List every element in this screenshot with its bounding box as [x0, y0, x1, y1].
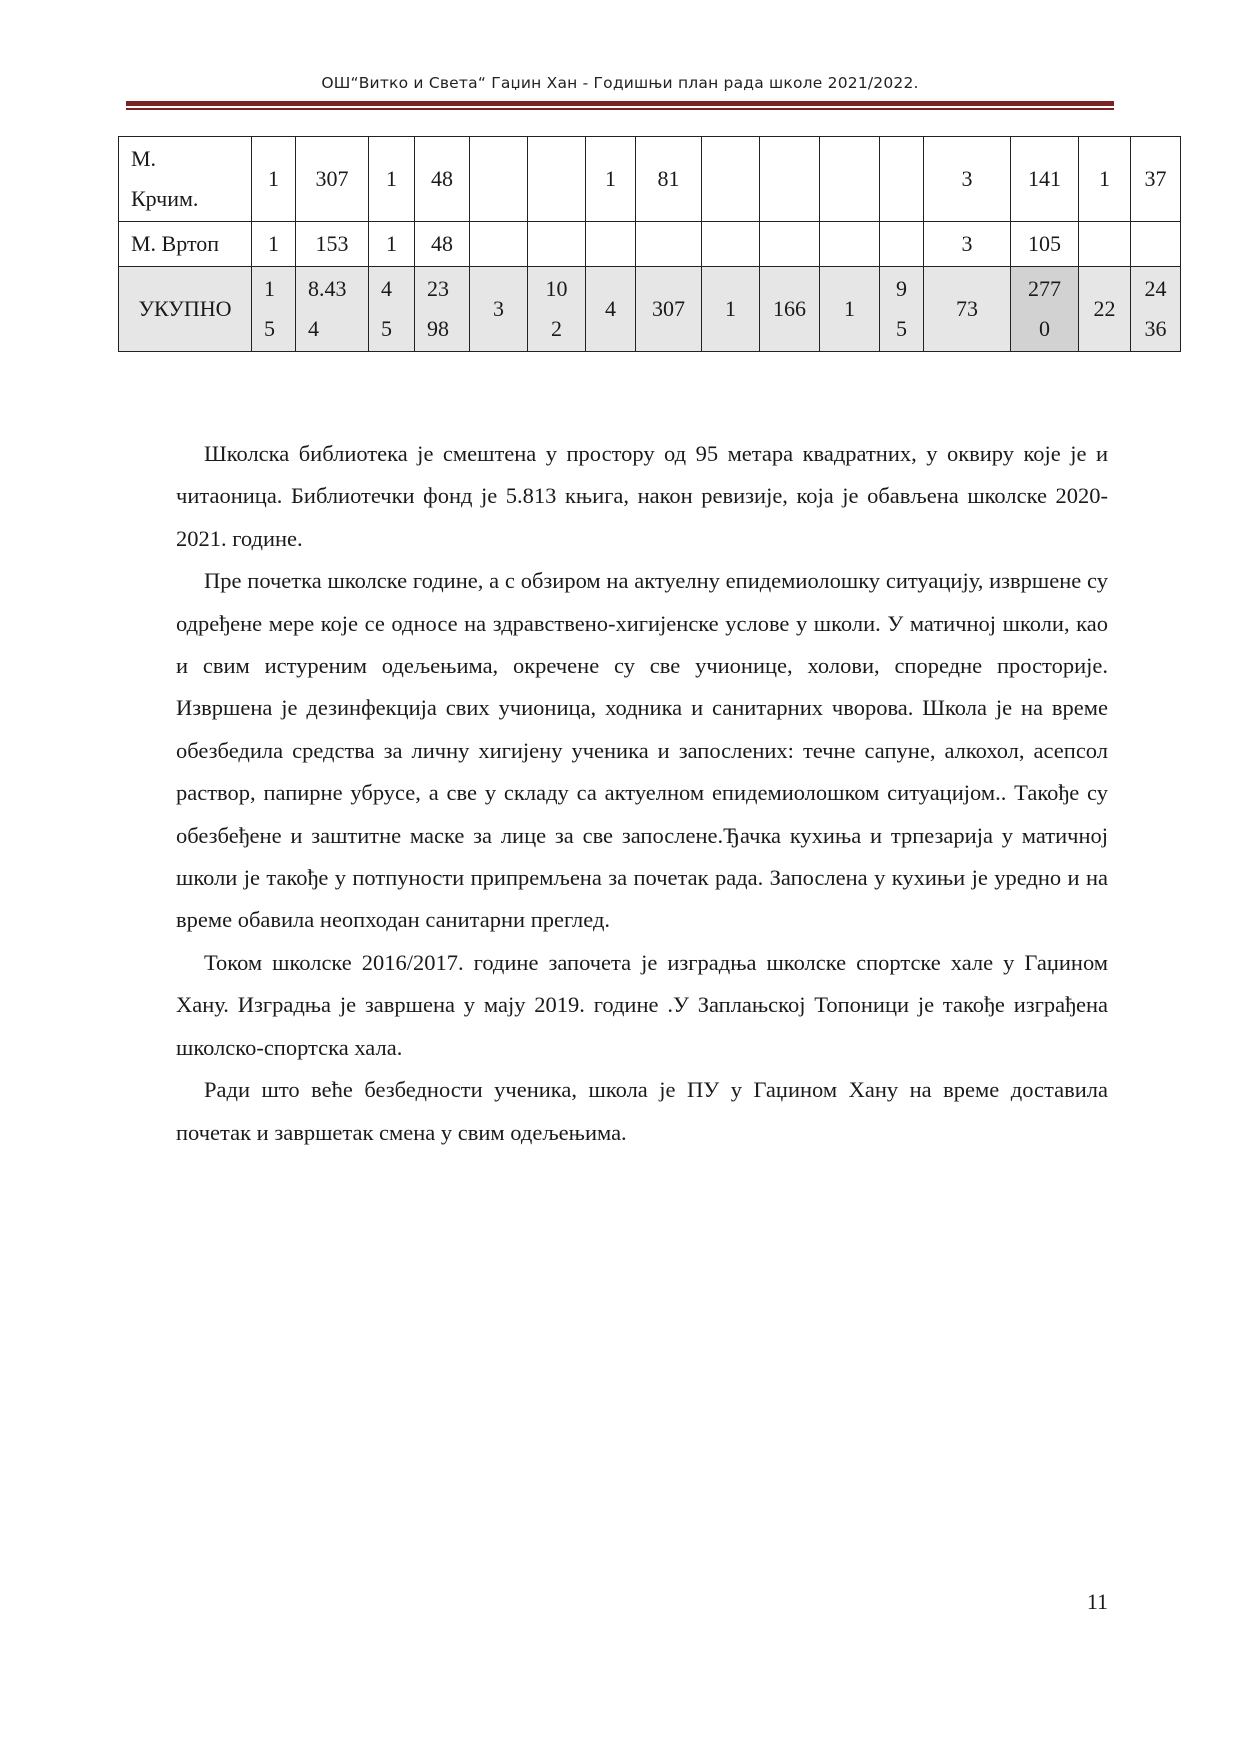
table-cell: 81 — [636, 137, 702, 222]
table-cell — [470, 137, 528, 222]
paragraph-hygiene: Пре почетка школске године, а с обзиром на актуелну епидемиолошку ситуацију, извршене су одређене мере које се односе на здравствено-хигијенске услове у школи. У матичној школи, као и свим истуреним одељењима, окречене су све учионице, холови, споредне просторије. Извршена је дезинфекција свих учионица, ходника и санитарних чворова. Школа је на време обезбедила средства за личну хигијену ученика и запослених: течне сапуне, алкохол, асепсол раствор, папирне убрусе, а све у складу са актуелном епидемиолошком ситуацијом.. Такође су обезбеђене и заштитне маске за лице за све запослене.Ђачка кухиња и трпезарија у матичној школи је такође у потпуности припремљена за почетак рада. Запослена у кухињи је уредно и на време обавила неопходан санитарни преглед. — [176, 568, 1108, 933]
table-cell: 37 — [1131, 137, 1181, 222]
table-cell: 48 — [415, 222, 470, 267]
table-cell — [880, 137, 924, 222]
header-rule-thin — [126, 108, 1114, 110]
table-cell: 10 2 — [528, 267, 586, 352]
table-cell: 22 — [1079, 267, 1131, 352]
row-name-cell: М. Крчим. — [119, 137, 252, 222]
table-cell — [1079, 222, 1131, 267]
table-cell: 3 — [924, 137, 1011, 222]
table-cell: 307 — [636, 267, 702, 352]
running-header: ОШ“Витко и Света“ Гаџин Хан - Годишњи план рада школе 2021/2022. — [321, 74, 919, 92]
table-cell — [528, 222, 586, 267]
paragraph-safety: Ради што веће безбедности ученика, школа је ПУ у Гаџином Хану на време доставила почетак и завршетак смена у свим одељењима. — [176, 1077, 1108, 1145]
table-cell: 23 98 — [415, 267, 470, 352]
table-cell — [702, 222, 760, 267]
table-cell — [820, 137, 880, 222]
table-cell: 1 — [820, 267, 880, 352]
table-cell: 1 — [1079, 137, 1131, 222]
table-cell: 1 — [252, 137, 296, 222]
table-row — [119, 137, 1181, 222]
table-cell — [528, 137, 586, 222]
table-cell: 1 — [252, 222, 296, 267]
body-text — [176, 433, 1108, 1154]
table-cell: 1 — [369, 222, 415, 267]
table-cell — [760, 222, 820, 267]
total-label-cell: УКУПНО — [119, 267, 252, 352]
page-number: 11 — [1086, 1589, 1108, 1614]
table-cell: 3 — [470, 267, 528, 352]
table-cell: 141 — [1011, 137, 1079, 222]
table-cell — [636, 222, 702, 267]
table-cell: 1 5 — [252, 267, 296, 352]
table-row-total — [119, 267, 1181, 352]
row-name-cell: М. Вртоп — [119, 222, 252, 267]
table-cell: 3 — [924, 222, 1011, 267]
table-row — [119, 222, 1181, 267]
table-cell: 307 — [296, 137, 369, 222]
table-cell: 1 — [369, 137, 415, 222]
table-cell: 48 — [415, 137, 470, 222]
table-cell — [760, 137, 820, 222]
table-cell: 4 — [586, 267, 636, 352]
header-rule-thick — [126, 101, 1114, 106]
table-cell: 166 — [760, 267, 820, 352]
table-cell — [470, 222, 528, 267]
table-cell: 277 0 — [1011, 267, 1079, 352]
table-cell: 24 36 — [1131, 267, 1181, 352]
table-cell: 4 5 — [369, 267, 415, 352]
table-cell: 73 — [924, 267, 1011, 352]
paragraph-library: Школска библиотека је смештена у простору од 95 метара квадратних, у оквиру које је и читаоница. Библиотечки фонд је 5.813 књига, након ревизије, која је обављена школске 2020-2021. године. — [176, 441, 1108, 551]
table-cell — [586, 222, 636, 267]
table-cell: 9 5 — [880, 267, 924, 352]
table-cell: 1 — [586, 137, 636, 222]
table-cell — [702, 137, 760, 222]
table-cell — [820, 222, 880, 267]
statistics-table — [118, 136, 1181, 352]
table-cell: 1 — [702, 267, 760, 352]
table-cell — [880, 222, 924, 267]
table-cell: 153 — [296, 222, 369, 267]
table-cell — [1131, 222, 1181, 267]
table-cell: 105 — [1011, 222, 1079, 267]
table-cell: 8.43 4 — [296, 267, 369, 352]
paragraph-sports-hall: Током школске 2016/2017. године започета је изградња школске спортске хале у Гаџином Хану. Изградња је завршена у мају 2019. године .У Заплањској Топоници је такође изграђена школско-спортска хала. — [176, 949, 1108, 1060]
